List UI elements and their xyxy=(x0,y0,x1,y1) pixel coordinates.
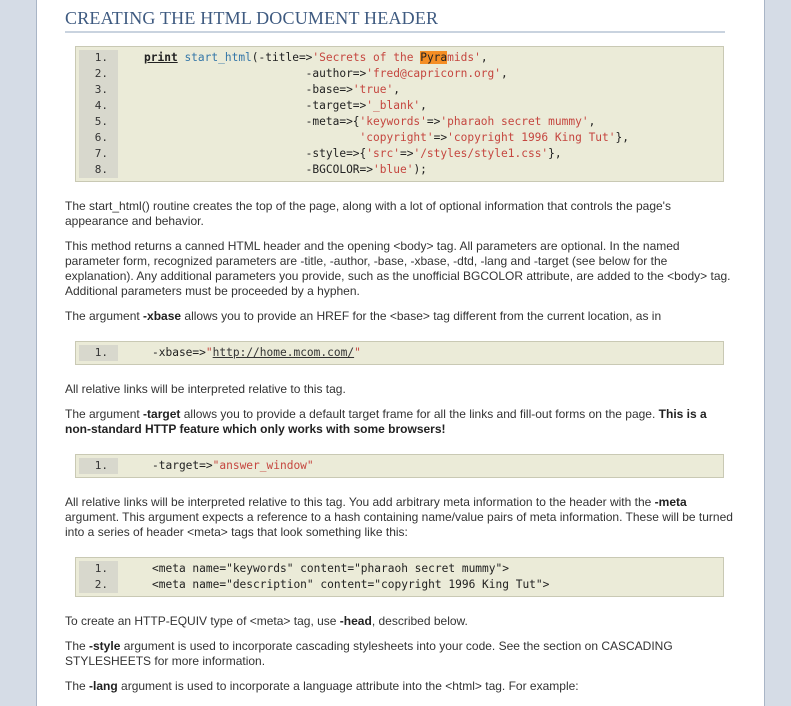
code-string: 'Secrets of the xyxy=(312,51,421,64)
code-indent xyxy=(144,147,306,160)
code-token: => xyxy=(426,115,441,128)
document-page xyxy=(36,0,765,706)
code-text xyxy=(118,50,488,66)
code-token: , xyxy=(480,51,488,64)
code-token: => xyxy=(399,147,414,160)
text-run: To create an HTTP-EQUIV type of <meta> tag, use xyxy=(65,614,340,628)
line-number: 8. xyxy=(79,162,118,178)
code-token: -BGCOLOR=> xyxy=(305,163,374,176)
text-run: argument is used to incorporate a language attribute into the <html> tag. For example: xyxy=(117,679,579,693)
param-name: -xbase xyxy=(143,309,182,323)
code-string: 'src' xyxy=(366,147,400,160)
code-string: 'copyright 1996 King Tut' xyxy=(447,131,616,144)
code-string: mids' xyxy=(447,51,481,64)
code-token: -base=> xyxy=(305,83,353,96)
code-keyword: print xyxy=(144,51,178,64)
code-text xyxy=(118,114,595,130)
line-number: 1. xyxy=(79,345,118,361)
code-string: 'pharaoh secret mummy' xyxy=(440,115,589,128)
code-token: , xyxy=(588,115,596,128)
code-string: 'copyright' xyxy=(359,131,434,144)
code-text: <meta name="keywords" content="pharaoh secret mummy"> xyxy=(152,562,509,575)
code-string: 'fred@capricorn.org' xyxy=(366,67,501,80)
line-number: 1. xyxy=(79,50,118,66)
code-text: <meta name="description" content="copyright 1996 King Tut"> xyxy=(152,578,550,591)
text-run: All relative links will be interpreted relative to this tag. You add arbitrary meta information to the header with the xyxy=(65,495,655,509)
line-number: 6. xyxy=(79,130,118,146)
line-number: 3. xyxy=(79,82,118,98)
code-string: '_blank' xyxy=(366,99,421,112)
warning-text: This is a non-standard HTTP feature which only works with some browsers! xyxy=(65,407,707,436)
param-name: -head xyxy=(339,614,372,628)
paragraph-xbase xyxy=(65,309,735,324)
param-name: -meta xyxy=(654,495,687,509)
code-token: , xyxy=(501,67,508,80)
code-token: ); xyxy=(413,163,427,176)
code-text xyxy=(118,82,400,98)
line-number: 2. xyxy=(79,577,118,593)
paragraph-style xyxy=(65,639,735,669)
param-name: -target xyxy=(143,407,181,421)
code-string: 'blue' xyxy=(373,163,414,176)
section-heading: CREATING THE HTML DOCUMENT HEADER xyxy=(65,8,725,33)
line-number: 5. xyxy=(79,114,118,130)
code-indent xyxy=(144,115,306,128)
text-run: argument is used to incorporate cascading stylesheets into your code. See the section on CASCADING STYLESHEETS for more information. xyxy=(65,639,673,668)
paragraph-target xyxy=(65,407,735,437)
code-line xyxy=(76,50,723,66)
code-string: '/styles/style1.css' xyxy=(413,147,549,160)
code-string: 'true' xyxy=(352,83,394,96)
code-line xyxy=(76,82,723,98)
code-string: " xyxy=(205,346,213,359)
code-token: -style=>{ xyxy=(305,147,367,160)
code-string: "answer_window" xyxy=(212,459,314,472)
code-text xyxy=(118,130,629,146)
param-name: -style xyxy=(89,639,121,653)
code-function: start_html xyxy=(184,51,252,64)
param-name: -lang xyxy=(89,679,118,693)
paragraph-meta xyxy=(65,495,735,540)
code-line xyxy=(76,130,723,146)
code-token: (-title=> xyxy=(251,51,313,64)
code-line xyxy=(76,114,723,130)
code-block-xbase xyxy=(75,341,724,365)
code-indent xyxy=(144,99,306,112)
paragraph-http-equiv xyxy=(65,614,735,629)
paragraph-start-html-intro: The start_html() routine creates the top of the page, along with a lot of optional information that controls the page's appearance and behavior. xyxy=(65,199,671,228)
code-line xyxy=(76,66,723,82)
code-text xyxy=(118,345,361,361)
line-number: 1. xyxy=(79,458,118,474)
text-run: , described below. xyxy=(371,614,468,628)
line-number: 4. xyxy=(79,98,118,114)
line-number: 7. xyxy=(79,146,118,162)
code-line xyxy=(76,458,723,474)
code-indent xyxy=(144,67,306,80)
code-token: -meta=>{ xyxy=(305,115,360,128)
line-number: 2. xyxy=(79,66,118,82)
text-run: argument. This argument expects a reference to a hash containing name/value pairs of meta information. These will be turned into a series of header <meta> tags that look something like this: xyxy=(65,510,733,539)
code-block-target xyxy=(75,454,724,478)
code-url-link[interactable]: http://home.mcom.com/ xyxy=(212,346,355,359)
code-token: }, xyxy=(615,131,629,144)
paragraph-lang xyxy=(65,679,735,694)
code-line xyxy=(76,162,723,178)
code-indent xyxy=(144,131,360,144)
code-token: => xyxy=(433,131,448,144)
code-line xyxy=(76,345,723,361)
code-text xyxy=(118,146,562,162)
code-line xyxy=(76,577,723,593)
code-string: 'keywords' xyxy=(359,115,427,128)
code-indent xyxy=(144,163,306,176)
text-run: The xyxy=(65,639,90,653)
code-block-meta-tags xyxy=(75,557,724,597)
code-text xyxy=(118,162,427,178)
text-run: The argument xyxy=(65,407,144,421)
code-text xyxy=(118,98,427,114)
text-run: allows you to provide an HREF for the <base> tag different from the current location, as in xyxy=(181,309,662,323)
paragraph-relative-links: All relative links will be interpreted relative to this tag. xyxy=(65,382,346,396)
code-token: , xyxy=(420,99,427,112)
code-text xyxy=(118,458,314,474)
paragraph-parameters: This method returns a canned HTML header and the opening <body> tag. All parameters are optional. In the named parameter form, recognized parameters are -title, -author, -base, -xbase, -dtd, -lang and -target (see below for the explanation). Any additional parameters you provide, such as the unofficial BGCOLOR attribute, are added to the <body> tag. Additional parameters must be proceeded by a hyphen. xyxy=(65,239,731,298)
code-token: -target=> xyxy=(305,99,367,112)
code-line xyxy=(76,98,723,114)
code-line xyxy=(76,146,723,162)
text-run: The argument xyxy=(65,309,144,323)
code-token: -target=> xyxy=(152,459,213,472)
code-text xyxy=(118,66,508,82)
code-token: , xyxy=(393,83,400,96)
search-highlight: Pyra xyxy=(420,51,448,64)
text-run: allows you to provide a default target frame for all the links and fill-out forms on the page. xyxy=(180,407,659,421)
code-token: }, xyxy=(548,147,562,160)
code-token: -xbase=> xyxy=(152,346,206,359)
code-string: " xyxy=(354,346,361,359)
line-number: 1. xyxy=(79,561,118,577)
code-line xyxy=(76,561,723,577)
text-run: The xyxy=(65,679,90,693)
code-block-start-html xyxy=(75,46,724,182)
code-token: -author=> xyxy=(305,67,367,80)
code-indent xyxy=(144,83,306,96)
